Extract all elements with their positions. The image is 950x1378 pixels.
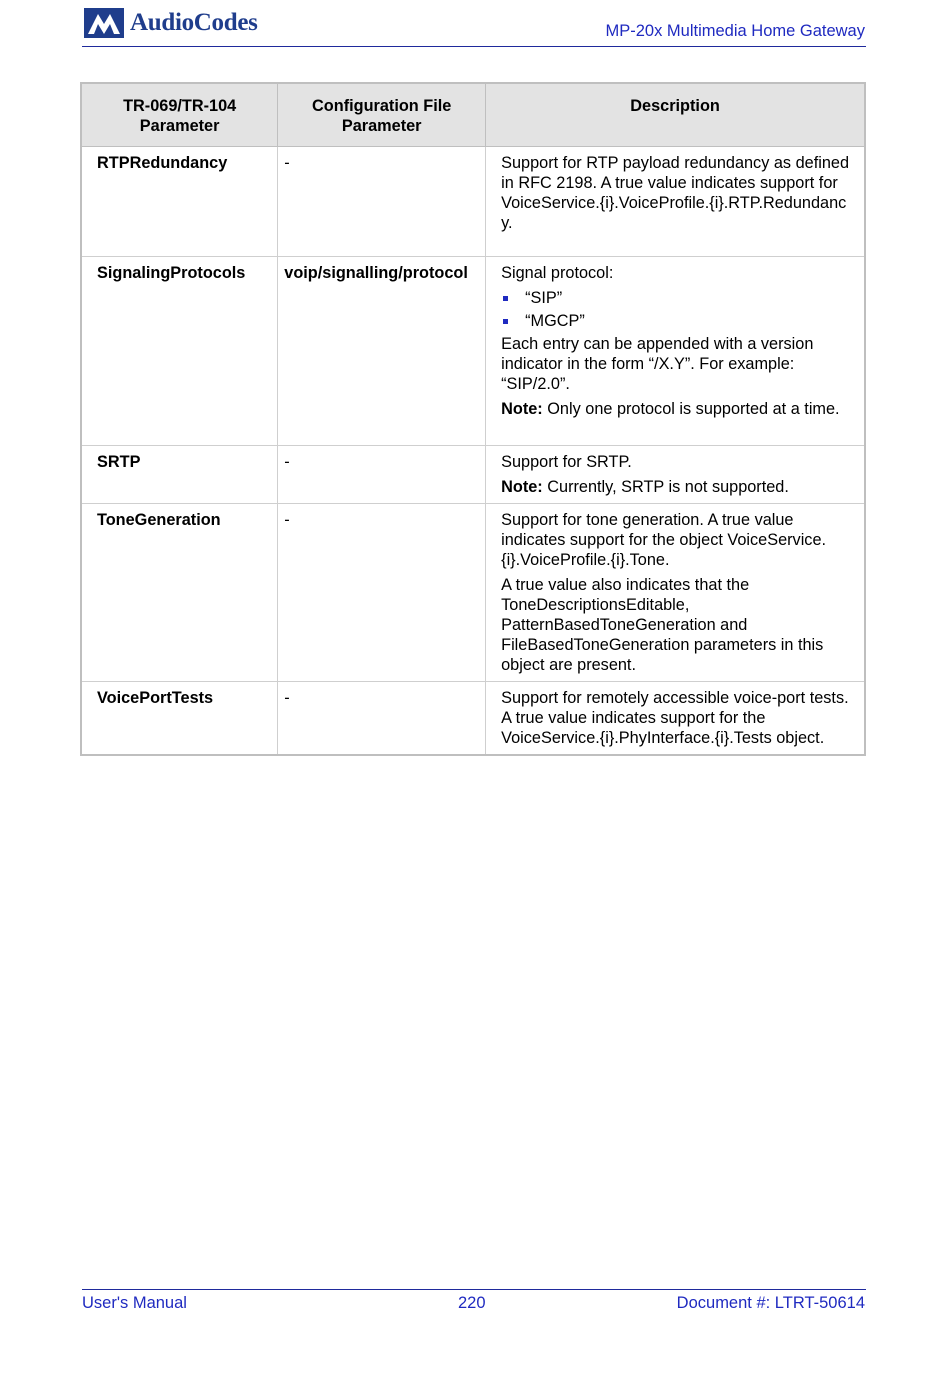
config-param: -: [278, 147, 486, 257]
table-row: [81, 257, 865, 446]
table-row: [81, 446, 865, 504]
description-text: Support for remotely accessible voice-port tests. A true value indicates support for the VoiceService.{i}.PhyInterface.{i}.Tests object.: [501, 689, 849, 747]
description-text: Support for SRTP.: [501, 453, 632, 471]
protocol-list: [501, 288, 850, 331]
config-param: -: [278, 504, 486, 682]
param-name: VoicePortTests: [81, 682, 278, 756]
note: [501, 477, 850, 497]
param-name: RTPRedundancy: [81, 147, 278, 257]
note-text: Only one protocol is supported at a time.: [542, 400, 840, 418]
config-param: -: [278, 446, 486, 504]
table-header-row: [81, 83, 865, 147]
page-footer: [82, 1289, 866, 1320]
config-param: [278, 257, 486, 446]
column-header-description: Description: [486, 83, 865, 147]
param-description: [486, 147, 865, 257]
table-row: [81, 147, 865, 257]
config-param: -: [278, 682, 486, 756]
description-text: Support for tone generation. A true value indicates support for the object VoiceService.{i}.VoiceProfile.{i}.Tone.: [501, 511, 827, 569]
parameter-table: [80, 82, 866, 756]
note: [501, 399, 850, 419]
param-description: [486, 446, 865, 504]
list-item: “SIP”: [501, 288, 850, 308]
audiocodes-logo-icon: [84, 8, 124, 38]
document-title: MP-20x Multimedia Home Gateway: [605, 22, 865, 40]
logo-text: AudioCodes: [130, 9, 258, 36]
list-item: “MGCP”: [501, 311, 850, 331]
column-header-config-file: Configuration File Parameter: [278, 83, 486, 147]
param-name: ToneGeneration: [81, 504, 278, 682]
column-header-tr069: TR-069/TR-104 Parameter: [81, 83, 278, 147]
param-description: [486, 504, 865, 682]
note-label: Note:: [501, 478, 543, 496]
description-text: A true value also indicates that the ToneDescriptionsEditable, PatternBasedToneGeneration and FileBasedToneGeneration parameters in this object are present.: [501, 576, 824, 674]
note-label: Note:: [501, 400, 543, 418]
param-name: SRTP: [81, 446, 278, 504]
logo: [84, 8, 258, 38]
page-number: 220: [458, 1294, 486, 1312]
param-name: SignalingProtocols: [81, 257, 278, 446]
note-text: Currently, SRTP is not supported.: [542, 478, 789, 496]
table-row: [81, 682, 865, 756]
param-description: [486, 257, 865, 446]
page-header: [82, 8, 866, 47]
description-text: Each entry can be appended with a version indicator in the form “/X.Y”. For example: “SIP/2.0”.: [501, 335, 814, 393]
config-param-text: voip/signalling/protocol: [284, 264, 468, 282]
param-description: [486, 682, 865, 756]
table-row: [81, 504, 865, 682]
footer-manual-label: User's Manual: [82, 1294, 187, 1312]
description-text: Signal protocol:: [501, 264, 614, 282]
description-text: Support for RTP payload redundancy as defined in RFC 2198. A true value indicates support for VoiceService.{i}.VoiceProfile.{i}.RTP.Redundancy.: [501, 154, 849, 232]
document-number: Document #: LTRT-50614: [676, 1294, 865, 1312]
